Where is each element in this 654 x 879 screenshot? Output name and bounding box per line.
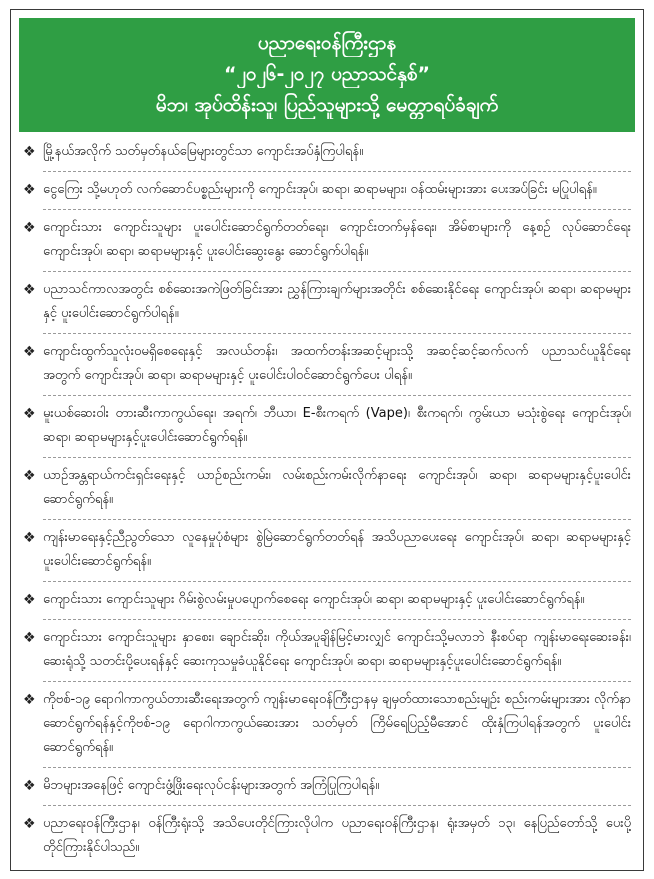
item-divider (43, 581, 631, 582)
diamond-bullet-icon: ❖ (23, 692, 36, 708)
list-item-text: ကျန်းမာရေးနှင့်ညီညွတ်သော လူနေမှုပုံစံများ စွဲမြဲဆောင်ရွက်တတ်ရန် အသိပညာပေးရေး ကျောင်းအုပ်၊ ဆရာ၊ ဆရာမများနှင့်ပူးပေါင်းဆောင်ရွက်ရန်။ (43, 530, 631, 569)
item-divider (43, 333, 631, 334)
item-divider (43, 209, 631, 210)
list-item (21, 216, 631, 264)
list-item (21, 774, 631, 798)
list-item-text: ကျောင်းသား ကျောင်းသူများ နှာစေး၊ ချောင်းဆိုး၊ ကိုယ်အပူချိန်မြင့်မားလျှင် ကျောင်းသို့မလာဘဲ နီးစပ်ရာ ကျန်းမာရေးဆေးခန်း၊ ဆေးရုံသို့ သတင်းပို့ပေးရန်နှင့် ဆေးကုသမှုခံယူနိုင်ရေး ကျောင်းအုပ်၊ ဆရာ၊ ဆရာမများနှင့်ပူးပေါင်းဆောင်ရွက်ရန်။ (43, 630, 631, 669)
list-item-text: ကိုဗစ်-၁၉ ရောဂါကာကွယ်တားဆီးရေးအတွက် ကျန်းမာရေးဝန်ကြီးဌာနမှ ချမှတ်ထားသောစည်းမျဉ်း စည်းကမ်းများအား လိုက်နာဆောင်ရွက်ရန်နှင့်ကိုဗစ်-၁၉ ရောဂါကာကွယ်ဆေးအား သတ်မှတ် ကြိမ်ရေပြည့်မီအောင် ထိုးနှံကြပါရန်အတွက် ပူးပေါင်းဆောင်ရွက်ရန်။ (43, 692, 631, 755)
list-item (21, 340, 631, 388)
item-divider (43, 395, 631, 396)
item-divider (43, 767, 631, 768)
list-item (21, 812, 631, 860)
item-divider (43, 805, 631, 806)
list-item (21, 140, 631, 164)
header-appeal-title: မိဘ၊ အုပ်ထိန်းသူ၊ ပြည်သူများသို့ မေတ္တာရပ်ခံချက် (155, 93, 499, 116)
list-item-text: မြို့နယ်အလိုက် သတ်မှတ်နယ်မြေများတွင်သာ ကျောင်းအပ်နှံကြပါရန်။ (43, 144, 364, 159)
item-divider (43, 681, 631, 682)
item-divider (43, 171, 631, 172)
diamond-bullet-icon: ❖ (23, 406, 36, 422)
list-item-text: ပညာသင်ကာလအတွင်း စစ်ဆေးအကဲဖြတ်ခြင်းအား ညွှန်ကြားချက်များအတိုင်း စစ်ဆေးနိုင်ရေး ကျောင်းအုပ်၊ ဆရာ၊ ဆရာမများနှင့် ပူးပေါင်းဆောင်ရွက်ပါရန်။ (43, 282, 631, 321)
diamond-bullet-icon: ❖ (23, 592, 36, 608)
header-academic-year: “၂၀၂၆-၂၀၂၇ ပညာသင်နှစ်” (224, 62, 430, 85)
item-divider (43, 619, 631, 620)
list-item-text: ကျောင်းသား ကျောင်းသူများ ပူးပေါင်းဆောင်ရွက်တတ်ရေး၊ ကျောင်းတက်မှန်ရေး၊ အိမ်စာများကို နေ့စဉ် လုပ်ဆောင်ရေး ကျောင်းအုပ်၊ ဆရာ၊ ဆရာမများနှင့် ပူးပေါင်းဆွေးနွေး ဆောင်ရွက်ပါရန်။ (43, 220, 631, 259)
list-item-text: ငွေကြေး သို့မဟုတ် လက်ဆောင်ပစ္စည်းများကို ကျောင်းအုပ်၊ ဆရာ၊ ဆရာမများ၊ ဝန်ထမ်းများအား ပေးအပ်ခြင်း မပြုပါရန်။ (43, 182, 597, 197)
list-item (21, 688, 631, 760)
list-item-text: ယာဉ်အန္တရာယ်ကင်းရှင်းရေးနှင့် ယာဉ်စည်းကမ်း၊ လမ်းစည်းကမ်းလိုက်နာရေး ကျောင်းအုပ်၊ ဆရာ၊ ဆရာမများနှင့်ပူးပေါင်းဆောင်ရွက်ရန်။ (43, 468, 631, 507)
list-item (21, 278, 631, 326)
item-divider (43, 271, 631, 272)
list-item-text: ကျောင်းသား ကျောင်းသူများ ဂိမ်းစွဲလမ်းမှုပပျောက်စေရေး ကျောင်းအုပ်၊ ဆရာ၊ ဆရာမများနှင့် ပူးပေါင်းဆောင်ရွက်ရန်။ (43, 592, 585, 607)
list-item-text: ပညာရေးဝန်ကြီးဌာန၊ ဝန်ကြီးရုံးသို့ အသိပေးတိုင်ကြားလိုပါက ပညာရေးဝန်ကြီးဌာန၊ ရုံးအမှတ် ၁၃၊ နေပြည်တော်သို့ ပေးပို့တိုင်ကြားနိုင်ပါသည်။ (43, 816, 631, 855)
list-item-text: မူးယစ်ဆေးဝါး တားဆီးကာကွယ်ရေး၊ အရက်၊ ဘီယာ၊ E-စီးကရက် (Vape)၊ စီးကရက်၊ ကွမ်းယာ မသုံးစွဲရေး ကျောင်းအုပ်၊ ဆရာ၊ ဆရာမများနှင့်ပူးပေါင်းဆောင်ရွက်ရန်။ (43, 406, 631, 445)
appeal-list (19, 132, 635, 864)
diamond-bullet-icon: ❖ (23, 220, 36, 236)
header-banner (19, 18, 635, 132)
diamond-bullet-icon: ❖ (23, 778, 36, 794)
header-ministry-title: ပညာရေးဝန်ကြီးဌာန (257, 31, 397, 54)
list-item (21, 588, 631, 612)
list-item (21, 402, 631, 450)
diamond-bullet-icon: ❖ (23, 282, 36, 298)
list-item (21, 178, 631, 202)
diamond-bullet-icon: ❖ (23, 182, 36, 198)
list-item-text: မိဘများအနေဖြင့် ကျောင်းဖွံ့ဖြိုးရေးလုပ်ငန်းများအတွက် အကြံပြုကြပါရန်။ (43, 778, 380, 793)
diamond-bullet-icon: ❖ (23, 816, 36, 832)
list-item (21, 526, 631, 574)
list-item (21, 464, 631, 512)
item-divider (43, 519, 631, 520)
list-item-text: ကျောင်းထွက်သူလုံးဝမရှိစေရေးနှင့် အလယ်တန်း၊ အထက်တန်းအဆင့်များသို့ အဆင့်ဆင့်ဆက်လက် ပညာသင်ယူနိုင်ရေးအတွက် ကျောင်းအုပ်၊ ဆရာ၊ ဆရာမများနှင့် ပူးပေါင်းပါဝင်ဆောင်ရွက်ပေး ပါရန်။ (43, 344, 631, 383)
diamond-bullet-icon: ❖ (23, 468, 36, 484)
item-divider (43, 457, 631, 458)
notice-frame (10, 9, 644, 871)
diamond-bullet-icon: ❖ (23, 344, 36, 360)
diamond-bullet-icon: ❖ (23, 530, 36, 546)
diamond-bullet-icon: ❖ (23, 144, 36, 160)
list-item (21, 626, 631, 674)
diamond-bullet-icon: ❖ (23, 630, 36, 646)
